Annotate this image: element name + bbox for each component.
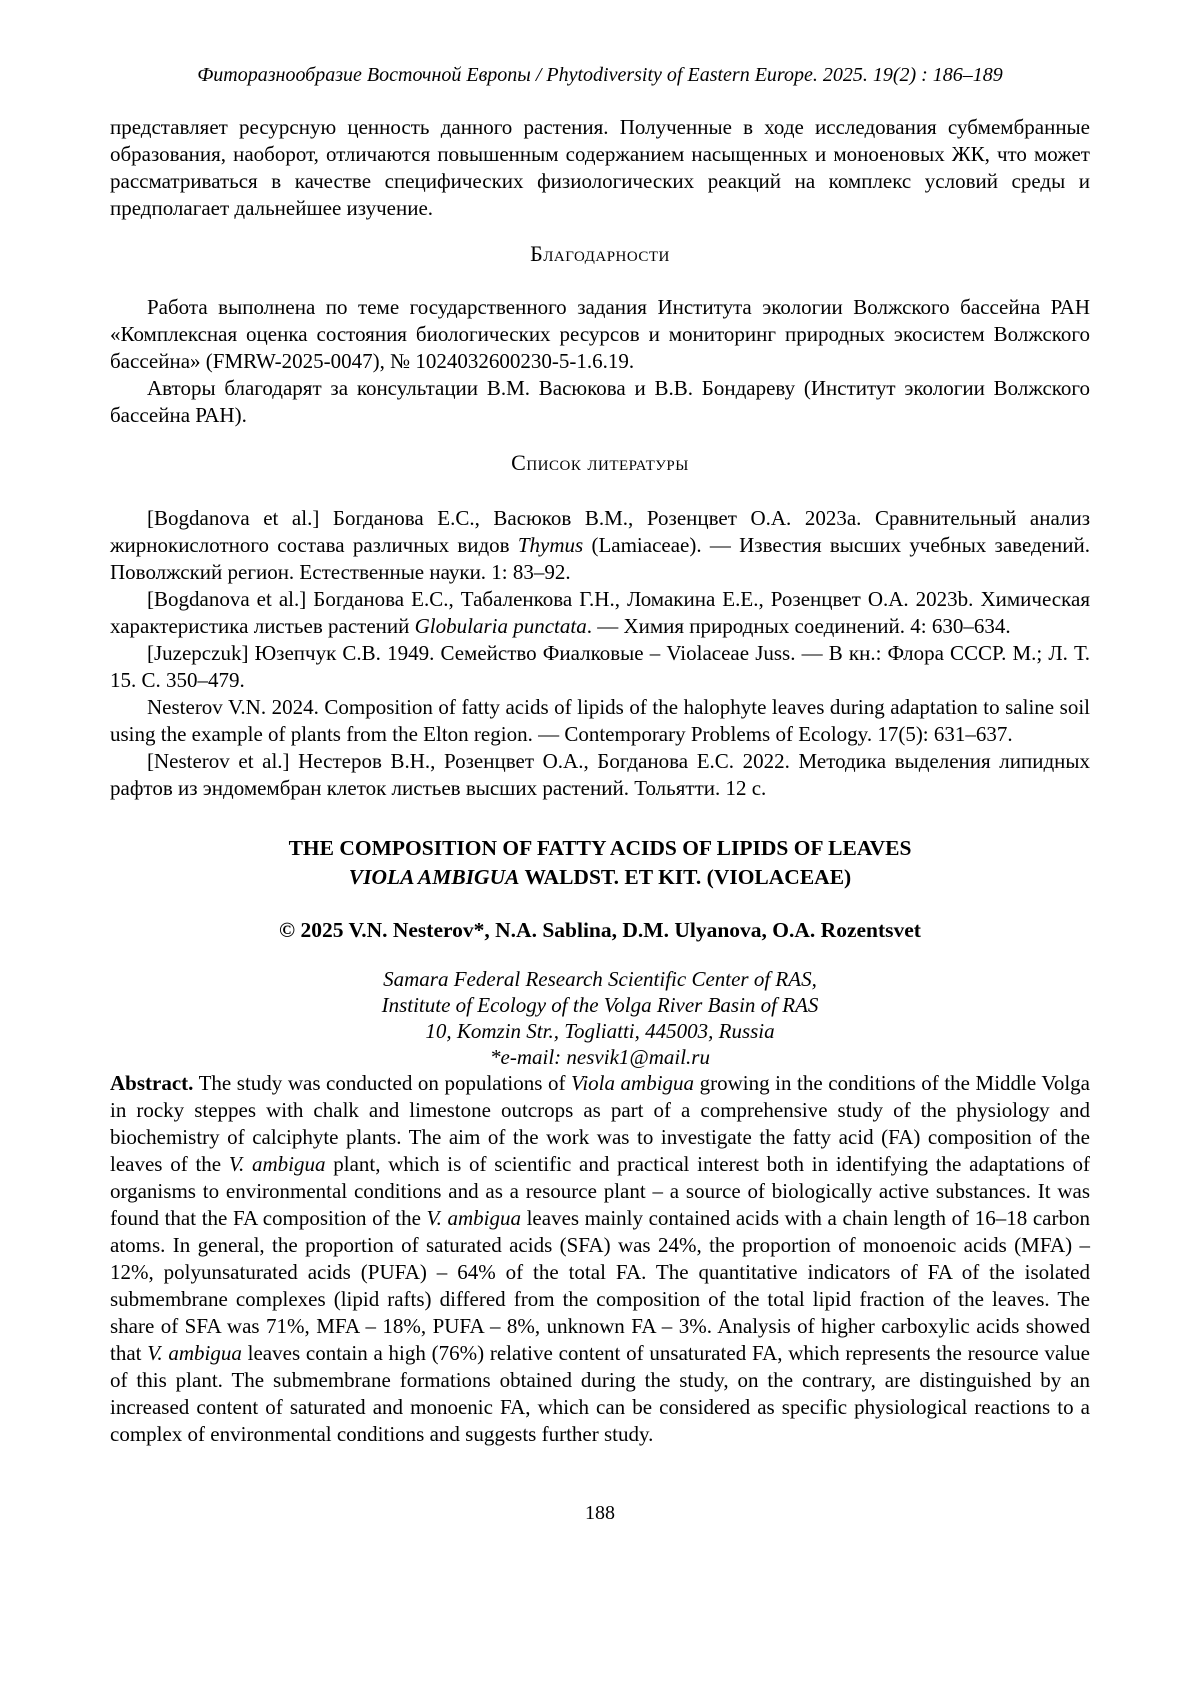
affiliation-block — [110, 966, 1090, 1070]
affiliation-line: Institute of Ecology of the Volga River Basin of RAS — [381, 993, 819, 1017]
continuation-paragraph: представляет ресурсную ценность данного растения. Полученные в ходе исследования субмембранные образования, наоборот, отличаются повышенным содержанием насыщенных и моноеновых ЖК, что может рассматриваться в качестве специфических физиологических реакций на комплекс условий среды и предполагает дальнейшее изучение. — [110, 115, 1090, 220]
article-title — [110, 834, 1090, 892]
reference-item: [Juzepczuk] Юзепчук С.В. 1949. Семейство Фиалковые – Violaceae Juss. — В кн.: Флора СССР. М.; Л. Т. 15. С. 350–479. — [110, 641, 1090, 692]
article-title-line1: THE COMPOSITION OF FATTY ACIDS OF LIPIDS OF LEAVES — [288, 836, 912, 860]
running-head: Фиторазнообразие Восточной Европы / Phytodiversity of Eastern Europe. 2025. 19(2) : 186–189 — [197, 64, 1003, 86]
page-number: 188 — [585, 1502, 615, 1524]
acknowledgments-paragraph: Работа выполнена по теме государственного задания Института экологии Волжского бассейна РАН «Комплексная оценка состояния биологических ресурсов и мониторинг природных экосистем Волжского бассейна» (FMRW-2025-0047), № 1024032600230-5-1.6.19. — [110, 295, 1090, 373]
abstract-paragraph: Abstract. The study was conducted on populations of Viola ambigua growing in the conditions of the Middle Volga in rocky steppes with chalk and limestone outcrops as part of a comprehensive study of the physiology and biochemistry of calciphyte plants. The aim of the work was to investigate the fatty acid (FA) composition of the leaves of the V. ambigua plant, which is of scientific and practical interest both in identifying the adaptations of organisms to environmental conditions and as a resource plant – a source of biologically active substances. It was found that the FA composition of the V. ambigua leaves mainly contained acids with a chain length of 16–18 carbon atoms. In general, the proportion of saturated acids (SFA) was 24%, the proportion of monoenoic acids (MFA) – 12%, polyunsaturated acids (PUFA) – 64% of the total FA. The quantitative indicators of FA of the isolated submembrane complexes (lipid rafts) differed from the composition of the total lipid fraction of the leaves. The share of SFA was 71%, MFA – 18%, PUFA – 8%, unknown FA – 3%. Analysis of higher carboxylic acids showed that V. ambigua leaves contain a high (76%) relative content of unsaturated FA, which represents the resource value of this plant. The submembrane formations obtained during the study, on the contrary, are distinguished by an increased content of saturated and monoenic FA, which can be considered as specific physiological reactions to a complex of environmental conditions and suggests further study. — [110, 1071, 1091, 1446]
affiliation-line: Samara Federal Research Scientific Center of RAS, — [383, 967, 817, 991]
reference-item: Nesterov V.N. 2024. Composition of fatty acids of lipids of the halophyte leaves during adaptation to saline soil using the example of plants from the Elton region. — Contemporary Problems of Ecology. 17(5): 631–637. — [110, 695, 1090, 746]
acknowledgments-heading: Благодарности — [530, 241, 670, 266]
article-authors: © 2025 V.N. Nesterov*, N.A. Sablina, D.M. Ulyanova, O.A. Rozentsvet — [279, 918, 921, 942]
reference-item: [Nesterov et al.] Нестеров В.Н., Розенцвет О.А., Богданова Е.С. 2022. Методика выделения липидных рафтов из эндомембран клеток листьев высших растений. Тольятти. 12 с. — [110, 749, 1090, 800]
article-title-line2: VIOLA AMBIGUA WALDST. ET KIT. (VIOLACEAE) — [348, 865, 852, 889]
email-line: *e-mail: nesvik1@mail.ru — [490, 1045, 710, 1069]
affiliation-line: 10, Komzin Str., Togliatti, 445003, Russia — [425, 1019, 775, 1043]
references-heading: Список литературы — [511, 450, 689, 475]
acknowledgments-paragraph: Авторы благодарят за консультации В.М. Васюкова и В.В. Бондареву (Институт экологии Волжского бассейна РАН). — [110, 376, 1090, 427]
reference-item: [Bogdanova et al.] Богданова Е.С., Табаленкова Г.Н., Ломакина Е.Е., Розенцвет О.А. 2023b. Химическая характеристика листьев растений Globularia punctata. — Химия природных соединений. 4: 630–634. — [110, 587, 1090, 638]
reference-item: [Bogdanova et al.] Богданова Е.С., Васюков В.М., Розенцвет О.А. 2023a. Сравнительный анализ жирнокислотного состава различных видов Thymus (Lamiaceae). — Известия высших учебных заведений. Поволжский регион. Естественные науки. 1: 83–92. — [110, 506, 1090, 584]
